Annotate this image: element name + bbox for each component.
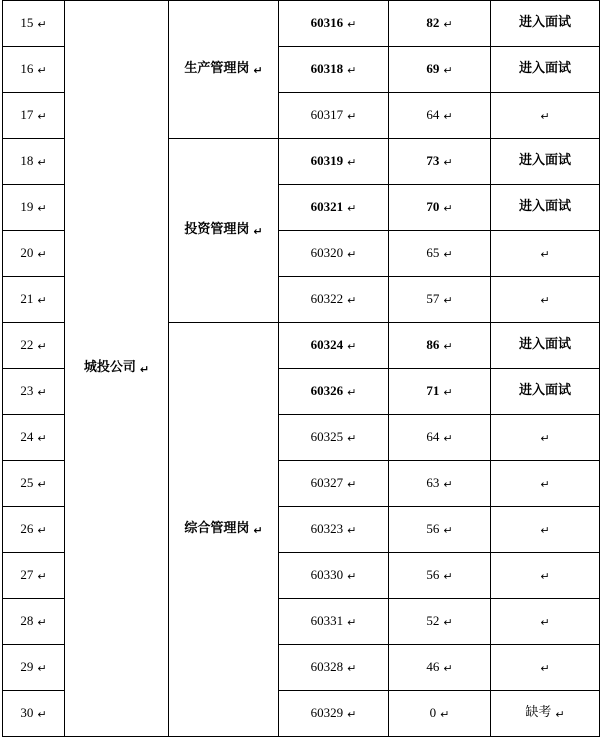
return-mark-icon: ↵ — [37, 432, 47, 445]
return-mark-icon: ↵ — [443, 64, 453, 77]
result-cell — [491, 553, 600, 599]
row-number-cell — [3, 277, 65, 323]
score-cell — [389, 93, 491, 139]
return-mark-icon: ↵ — [443, 110, 453, 123]
row-number-cell — [3, 645, 65, 691]
return-mark-icon: ↵ — [443, 524, 453, 537]
result-label: 进入面试 — [518, 15, 571, 31]
row-number-cell — [3, 553, 65, 599]
score-cell — [389, 645, 491, 691]
exam-id: 60325 — [310, 429, 344, 445]
exam-id-cell — [279, 553, 389, 599]
score: 56 — [426, 521, 440, 537]
return-mark-icon: ↵ — [540, 478, 550, 491]
score: 52 — [426, 613, 440, 629]
return-mark-icon: ↵ — [443, 432, 453, 445]
row-number-cell — [3, 139, 65, 185]
exam-id-cell — [279, 1, 389, 47]
exam-id: 60324 — [310, 337, 344, 353]
exam-id: 60319 — [310, 153, 344, 169]
row-number-cell — [3, 461, 65, 507]
exam-id-cell — [279, 231, 389, 277]
result-cell — [491, 277, 600, 323]
row-number: 18 — [20, 153, 34, 169]
row-number-cell — [3, 507, 65, 553]
return-mark-icon: ↵ — [347, 662, 357, 675]
row-number: 21 — [20, 291, 34, 307]
exam-id-cell — [279, 185, 389, 231]
result-cell — [491, 93, 600, 139]
row-number: 22 — [20, 337, 34, 353]
post-cell-general — [169, 323, 279, 737]
exam-id: 60328 — [310, 659, 344, 675]
return-mark-icon: ↵ — [347, 110, 357, 123]
return-mark-icon: ↵ — [540, 524, 550, 537]
return-mark-icon: ↵ — [540, 662, 550, 675]
return-mark-icon: ↵ — [37, 110, 47, 123]
return-mark-icon: ↵ — [37, 156, 47, 169]
result-cell — [491, 599, 600, 645]
post-label: 生产管理岗 — [184, 61, 250, 77]
return-mark-icon: ↵ — [540, 616, 550, 629]
return-mark-icon: ↵ — [253, 64, 263, 77]
post-label: 投资管理岗 — [184, 222, 250, 238]
row-number: 27 — [20, 567, 34, 583]
score: 71 — [426, 383, 440, 399]
post-cell-production — [169, 1, 279, 139]
return-mark-icon: ↵ — [37, 524, 47, 537]
return-mark-icon: ↵ — [443, 570, 453, 583]
result-label: 进入面试 — [518, 199, 571, 215]
result-label: 进入面试 — [518, 383, 571, 399]
return-mark-icon: ↵ — [443, 18, 453, 31]
row-number-cell — [3, 93, 65, 139]
score-table — [2, 0, 600, 737]
return-mark-icon: ↵ — [540, 294, 550, 307]
return-mark-icon: ↵ — [347, 64, 357, 77]
unit-label: 城投公司 — [83, 360, 136, 376]
exam-id: 60327 — [310, 475, 344, 491]
row-number: 20 — [20, 245, 34, 261]
exam-id: 60322 — [310, 291, 344, 307]
exam-id-cell — [279, 599, 389, 645]
result-cell — [491, 139, 600, 185]
exam-id-cell — [279, 369, 389, 415]
row-number: 15 — [20, 15, 34, 31]
score-cell — [389, 599, 491, 645]
row-number-cell — [3, 185, 65, 231]
exam-id-cell — [279, 507, 389, 553]
post-label: 综合管理岗 — [184, 521, 250, 537]
result-cell — [491, 323, 600, 369]
exam-id-cell — [279, 461, 389, 507]
exam-id: 60326 — [310, 383, 344, 399]
score-cell — [389, 47, 491, 93]
exam-id-cell — [279, 323, 389, 369]
exam-id: 60318 — [310, 61, 344, 77]
row-number: 30 — [20, 705, 34, 721]
result-cell — [491, 185, 600, 231]
return-mark-icon: ↵ — [540, 248, 550, 261]
return-mark-icon: ↵ — [347, 386, 357, 399]
return-mark-icon: ↵ — [540, 432, 550, 445]
score-cell — [389, 415, 491, 461]
return-mark-icon: ↵ — [443, 294, 453, 307]
row-number-cell — [3, 369, 65, 415]
score-cell — [389, 369, 491, 415]
score: 63 — [426, 475, 440, 491]
score-cell — [389, 1, 491, 47]
return-mark-icon: ↵ — [37, 202, 47, 215]
score-cell — [389, 139, 491, 185]
score-cell — [389, 553, 491, 599]
row-number-cell — [3, 323, 65, 369]
return-mark-icon: ↵ — [347, 524, 357, 537]
score: 69 — [426, 61, 440, 77]
score-cell — [389, 277, 491, 323]
return-mark-icon: ↵ — [139, 363, 150, 376]
row-number: 23 — [20, 383, 34, 399]
return-mark-icon: ↵ — [347, 616, 357, 629]
score: 65 — [426, 245, 440, 261]
return-mark-icon: ↵ — [347, 18, 357, 31]
score-cell — [389, 231, 491, 277]
return-mark-icon: ↵ — [37, 340, 47, 353]
score-cell — [389, 507, 491, 553]
row-number-cell — [3, 47, 65, 93]
return-mark-icon: ↵ — [347, 202, 357, 215]
row-number-cell — [3, 599, 65, 645]
exam-id-cell — [279, 93, 389, 139]
exam-id-cell — [279, 645, 389, 691]
unit-cell — [65, 1, 169, 737]
return-mark-icon: ↵ — [37, 18, 47, 31]
return-mark-icon: ↵ — [540, 570, 550, 583]
return-mark-icon: ↵ — [347, 708, 357, 721]
result-cell — [491, 231, 600, 277]
row-number: 16 — [20, 61, 34, 77]
exam-id-cell — [279, 139, 389, 185]
return-mark-icon: ↵ — [37, 478, 47, 491]
exam-id: 60331 — [310, 613, 344, 629]
return-mark-icon: ↵ — [37, 294, 47, 307]
return-mark-icon: ↵ — [443, 248, 453, 261]
return-mark-icon: ↵ — [37, 386, 47, 399]
score-cell — [389, 185, 491, 231]
return-mark-icon: ↵ — [440, 708, 450, 721]
exam-id-cell — [279, 415, 389, 461]
row-number-cell — [3, 415, 65, 461]
row-number: 26 — [20, 521, 34, 537]
score: 0 — [429, 705, 437, 721]
return-mark-icon: ↵ — [37, 662, 47, 675]
return-mark-icon: ↵ — [443, 156, 453, 169]
row-number: 29 — [20, 659, 34, 675]
row-number: 24 — [20, 429, 34, 445]
return-mark-icon: ↵ — [347, 478, 357, 491]
row-number-cell — [3, 1, 65, 47]
row-number: 19 — [20, 199, 34, 215]
result-cell — [491, 415, 600, 461]
return-mark-icon: ↵ — [540, 110, 550, 123]
return-mark-icon: ↵ — [37, 708, 47, 721]
return-mark-icon: ↵ — [253, 524, 263, 537]
return-mark-icon: ↵ — [555, 708, 565, 721]
row-number: 28 — [20, 613, 34, 629]
table-row — [3, 1, 600, 47]
row-number-cell — [3, 691, 65, 737]
exam-id: 60323 — [310, 521, 344, 537]
exam-id: 60316 — [310, 15, 344, 31]
result-cell — [491, 369, 600, 415]
score-cell — [389, 323, 491, 369]
table-body — [3, 1, 600, 737]
exam-id: 60320 — [310, 245, 344, 261]
row-number-cell — [3, 231, 65, 277]
return-mark-icon: ↵ — [347, 248, 357, 261]
score: 56 — [426, 567, 440, 583]
score: 57 — [426, 291, 440, 307]
return-mark-icon: ↵ — [443, 340, 453, 353]
return-mark-icon: ↵ — [37, 64, 47, 77]
return-mark-icon: ↵ — [443, 478, 453, 491]
result-cell — [491, 645, 600, 691]
score: 70 — [426, 199, 440, 215]
return-mark-icon: ↵ — [347, 432, 357, 445]
score: 64 — [426, 429, 440, 445]
exam-id: 60330 — [310, 567, 344, 583]
result-cell — [491, 47, 600, 93]
score: 73 — [426, 153, 440, 169]
return-mark-icon: ↵ — [443, 386, 453, 399]
score: 82 — [426, 15, 440, 31]
result-cell — [491, 691, 600, 737]
return-mark-icon: ↵ — [37, 248, 47, 261]
return-mark-icon: ↵ — [347, 294, 357, 307]
return-mark-icon: ↵ — [443, 662, 453, 675]
result-cell — [491, 461, 600, 507]
exam-id-cell — [279, 277, 389, 323]
result-label: 缺考 — [525, 705, 552, 721]
return-mark-icon: ↵ — [347, 156, 357, 169]
exam-id-cell — [279, 47, 389, 93]
return-mark-icon: ↵ — [347, 340, 357, 353]
score-cell — [389, 691, 491, 737]
result-label: 进入面试 — [518, 61, 571, 77]
result-cell — [491, 1, 600, 47]
post-cell-investment — [169, 139, 279, 323]
result-label: 进入面试 — [518, 153, 571, 169]
return-mark-icon: ↵ — [347, 570, 357, 583]
return-mark-icon: ↵ — [443, 616, 453, 629]
score: 86 — [426, 337, 440, 353]
exam-id-cell — [279, 691, 389, 737]
exam-id: 60317 — [310, 107, 344, 123]
score: 46 — [426, 659, 440, 675]
score-cell — [389, 461, 491, 507]
exam-id: 60329 — [310, 705, 344, 721]
return-mark-icon: ↵ — [443, 202, 453, 215]
exam-id: 60321 — [310, 199, 344, 215]
return-mark-icon: ↵ — [37, 616, 47, 629]
result-label: 进入面试 — [518, 337, 571, 353]
row-number: 25 — [20, 475, 34, 491]
return-mark-icon: ↵ — [253, 225, 263, 238]
result-cell — [491, 507, 600, 553]
score: 64 — [426, 107, 440, 123]
row-number: 17 — [20, 107, 34, 123]
return-mark-icon: ↵ — [37, 570, 47, 583]
